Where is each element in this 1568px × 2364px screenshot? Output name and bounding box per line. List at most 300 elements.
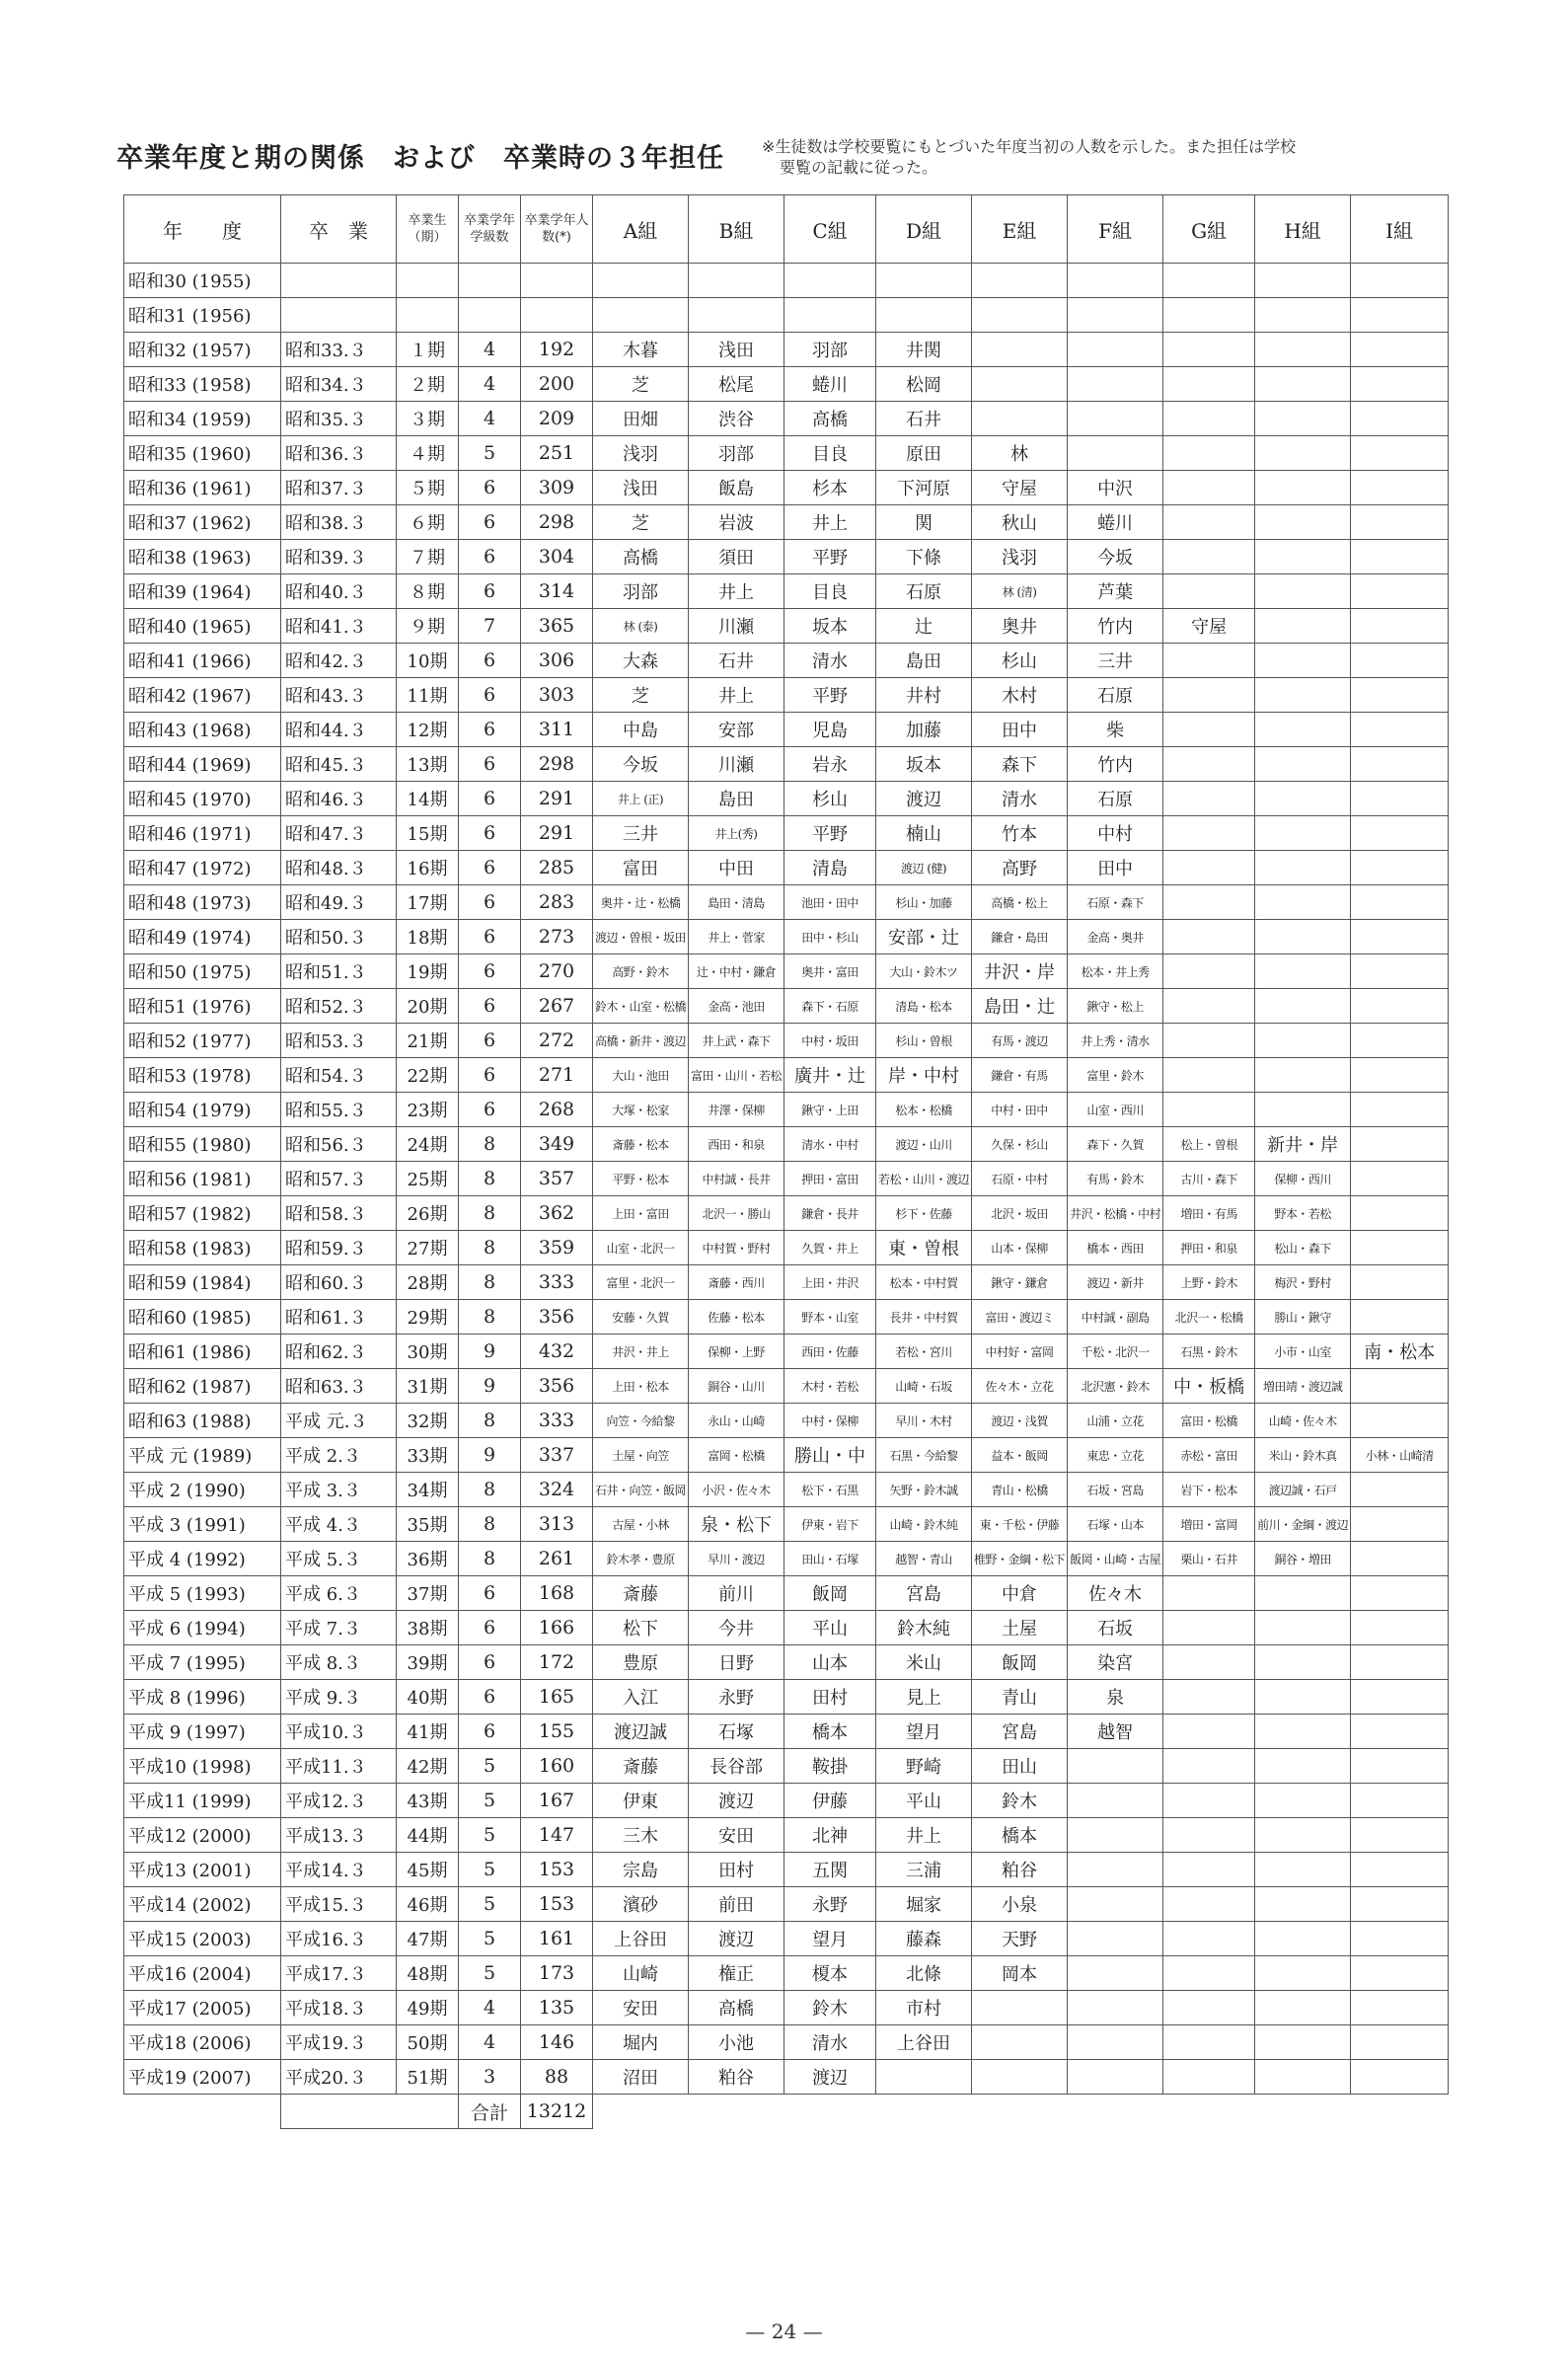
cell-class-f: 染宮 xyxy=(1068,1645,1163,1680)
cell-class-b: 石井 xyxy=(689,644,784,678)
cell-class-b: 須田 xyxy=(689,540,784,574)
cell-class-f: 有馬・鈴木 xyxy=(1068,1162,1163,1196)
cell-graduation: 昭和33.３ xyxy=(281,333,397,367)
cell-graduation: 昭和36.３ xyxy=(281,436,397,471)
cell-class-i xyxy=(1351,782,1449,816)
cell-class-d: 東・曽根 xyxy=(876,1231,972,1265)
cell-class-c: 伊東・岩下 xyxy=(784,1507,876,1542)
cell-class-f: 石原 xyxy=(1068,782,1163,816)
table-row xyxy=(124,747,1449,782)
cell-class-c: 平野 xyxy=(784,816,876,851)
cell-class-e xyxy=(972,367,1068,402)
header-class-a: A組 xyxy=(593,195,689,264)
cell-students: 135 xyxy=(521,1991,593,2025)
cell-class-i xyxy=(1351,264,1449,298)
cell-class-i xyxy=(1351,1404,1449,1438)
cell-class-c: 森下・石原 xyxy=(784,989,876,1024)
table-row xyxy=(124,471,1449,505)
cell-class-f: 金高・奥井 xyxy=(1068,920,1163,954)
cell-class-a: 平野・松本 xyxy=(593,1162,689,1196)
cell-students: 270 xyxy=(521,954,593,989)
cell-class-d: 松岡 xyxy=(876,367,972,402)
cell-term xyxy=(397,264,459,298)
cell-students: 146 xyxy=(521,2025,593,2060)
cell-class-d: 井村 xyxy=(876,678,972,713)
cell-class-e: 小泉 xyxy=(972,1887,1068,1922)
cell-class-e: 飯岡 xyxy=(972,1645,1068,1680)
table-row xyxy=(124,920,1449,954)
cell-classes: 8 xyxy=(459,1196,521,1231)
table-row xyxy=(124,1335,1449,1369)
cell-term: 51期 xyxy=(397,2060,459,2095)
cell-classes: 4 xyxy=(459,333,521,367)
cell-class-a: 斎藤・松本 xyxy=(593,1127,689,1162)
cell-class-i xyxy=(1351,1853,1449,1887)
cell-class-h xyxy=(1255,1715,1351,1749)
cell-class-g xyxy=(1163,1784,1255,1818)
cell-classes xyxy=(459,298,521,333)
cell-class-f: 北沢憲・鈴木 xyxy=(1068,1369,1163,1404)
cell-class-b: 泉・松下 xyxy=(689,1507,784,1542)
cell-students: 166 xyxy=(521,1611,593,1645)
cell-students: 271 xyxy=(521,1058,593,1093)
table-row xyxy=(124,1024,1449,1058)
cell-class-h xyxy=(1255,264,1351,298)
cell-classes xyxy=(459,264,521,298)
cell-year: 昭和52 (1977) xyxy=(124,1024,281,1058)
cell-class-a: 上谷田 xyxy=(593,1922,689,1956)
cell-students: 356 xyxy=(521,1369,593,1404)
table-row xyxy=(124,264,1449,298)
cell-class-c: 飯岡 xyxy=(784,1576,876,1611)
cell-term: ５期 xyxy=(397,471,459,505)
cell-class-a: 上田・富田 xyxy=(593,1196,689,1231)
cell-class-d: 石原 xyxy=(876,574,972,609)
cell-class-d: 山崎・石坂 xyxy=(876,1369,972,1404)
cell-year: 昭和61 (1986) xyxy=(124,1335,281,1369)
cell-year: 昭和44 (1969) xyxy=(124,747,281,782)
cell-graduation: 昭和44.３ xyxy=(281,713,397,747)
cell-term: ９期 xyxy=(397,609,459,644)
cell-students: 200 xyxy=(521,367,593,402)
cell-class-b: 長谷部 xyxy=(689,1749,784,1784)
cell-graduation: 昭和42.３ xyxy=(281,644,397,678)
cell-class-d: 石井 xyxy=(876,402,972,436)
table-row xyxy=(124,1645,1449,1680)
cell-year: 昭和57 (1982) xyxy=(124,1196,281,1231)
cell-class-e: 井沢・岸 xyxy=(972,954,1068,989)
cell-class-i xyxy=(1351,1093,1449,1127)
cell-classes: 6 xyxy=(459,1611,521,1645)
cell-class-d: 松本・松橋 xyxy=(876,1093,972,1127)
cell-class-g: 富田・松橋 xyxy=(1163,1404,1255,1438)
cell-year: 平成13 (2001) xyxy=(124,1853,281,1887)
cell-class-h: 小市・山室 xyxy=(1255,1335,1351,1369)
cell-class-f: 今坂 xyxy=(1068,540,1163,574)
cell-class-i xyxy=(1351,1749,1449,1784)
cell-class-a xyxy=(593,264,689,298)
cell-year: 昭和54 (1979) xyxy=(124,1093,281,1127)
cell-students: 306 xyxy=(521,644,593,678)
cell-graduation: 平成13.３ xyxy=(281,1818,397,1853)
cell-class-e: 椎野・金綱・松下 xyxy=(972,1542,1068,1576)
cell-class-a: 堀内 xyxy=(593,2025,689,2060)
cell-class-i xyxy=(1351,1162,1449,1196)
cell-classes: 6 xyxy=(459,574,521,609)
cell-class-g xyxy=(1163,1922,1255,1956)
cell-class-c: 勝山・中 xyxy=(784,1438,876,1473)
cell-class-f: 森下・久賀 xyxy=(1068,1127,1163,1162)
cell-class-g xyxy=(1163,989,1255,1024)
cell-year: 昭和45 (1970) xyxy=(124,782,281,816)
table-row xyxy=(124,505,1449,540)
cell-class-h xyxy=(1255,505,1351,540)
table-row xyxy=(124,1853,1449,1887)
cell-term: 16期 xyxy=(397,851,459,885)
cell-class-g xyxy=(1163,540,1255,574)
cell-class-a: 豊原 xyxy=(593,1645,689,1680)
cell-students: 285 xyxy=(521,851,593,885)
cell-year: 昭和50 (1975) xyxy=(124,954,281,989)
cell-class-b: 北沢一・勝山 xyxy=(689,1196,784,1231)
cell-class-g: 増田・有馬 xyxy=(1163,1196,1255,1231)
cell-classes: 5 xyxy=(459,1956,521,1991)
cell-class-d: 杉下・佐藤 xyxy=(876,1196,972,1231)
cell-class-g xyxy=(1163,644,1255,678)
cell-classes: 7 xyxy=(459,609,521,644)
cell-graduation: 昭和58.３ xyxy=(281,1196,397,1231)
cell-class-a: 奥井・辻・松橋 xyxy=(593,885,689,920)
cell-class-c: 池田・田中 xyxy=(784,885,876,920)
cell-class-c: 野本・山室 xyxy=(784,1300,876,1335)
cell-class-d: 石黒・今給黎 xyxy=(876,1438,972,1473)
cell-graduation: 昭和45.３ xyxy=(281,747,397,782)
cell-class-e xyxy=(972,2060,1068,2095)
table-row xyxy=(124,333,1449,367)
cell-class-h xyxy=(1255,1576,1351,1611)
cell-class-g: 古川・森下 xyxy=(1163,1162,1255,1196)
cell-class-d: 平山 xyxy=(876,1784,972,1818)
cell-class-d: 井関 xyxy=(876,333,972,367)
cell-students: 337 xyxy=(521,1438,593,1473)
cell-graduation xyxy=(281,298,397,333)
cell-class-i xyxy=(1351,1127,1449,1162)
cell-class-g: 松上・曽根 xyxy=(1163,1127,1255,1162)
cell-students: 303 xyxy=(521,678,593,713)
cell-class-a: 富田 xyxy=(593,851,689,885)
cell-class-h xyxy=(1255,333,1351,367)
cell-term: 25期 xyxy=(397,1162,459,1196)
cell-year: 昭和37 (1962) xyxy=(124,505,281,540)
cell-class-b: 前川 xyxy=(689,1576,784,1611)
cell-class-g: 増田・富岡 xyxy=(1163,1507,1255,1542)
cell-year: 平成11 (1999) xyxy=(124,1784,281,1818)
cell-class-g: 守屋 xyxy=(1163,609,1255,644)
cell-class-a: 芝 xyxy=(593,367,689,402)
footnote-line: ※生徒数は学校要覧にもとづいた年度当初の人数を示した。また担任は学校 xyxy=(762,137,1297,156)
cell-class-a: 芝 xyxy=(593,505,689,540)
cell-class-c: 廣井・辻 xyxy=(784,1058,876,1093)
cell-students: 324 xyxy=(521,1473,593,1507)
cell-class-b xyxy=(689,264,784,298)
cell-class-c: 杉山 xyxy=(784,782,876,816)
cell-term: 34期 xyxy=(397,1473,459,1507)
cell-class-g: 中・板橋 xyxy=(1163,1369,1255,1404)
cell-class-b: 中村誠・長井 xyxy=(689,1162,784,1196)
cell-class-c: 押田・富田 xyxy=(784,1162,876,1196)
table-row xyxy=(124,1404,1449,1438)
cell-term: 20期 xyxy=(397,989,459,1024)
cell-class-b: 永野 xyxy=(689,1680,784,1715)
cell-class-b: 飯島 xyxy=(689,471,784,505)
cell-class-c: 久賀・井上 xyxy=(784,1231,876,1265)
cell-class-a: 鈴木・山室・松橋 xyxy=(593,989,689,1024)
cell-class-e: 橋本 xyxy=(972,1818,1068,1853)
cell-students: 165 xyxy=(521,1680,593,1715)
cell-class-a: 向笠・今給黎 xyxy=(593,1404,689,1438)
cell-students: 304 xyxy=(521,540,593,574)
cell-classes: 4 xyxy=(459,2025,521,2060)
header-class-e: E組 xyxy=(972,195,1068,264)
cell-classes: 6 xyxy=(459,816,521,851)
cell-term: 40期 xyxy=(397,1680,459,1715)
cell-term: 33期 xyxy=(397,1438,459,1473)
cell-class-g xyxy=(1163,1887,1255,1922)
cell-year: 平成 6 (1994) xyxy=(124,1611,281,1645)
cell-classes: 5 xyxy=(459,1922,521,1956)
cell-graduation: 昭和34.３ xyxy=(281,367,397,402)
footnote-line: 要覧の記載に従った。 xyxy=(780,158,938,177)
table-row xyxy=(124,1438,1449,1473)
cell-class-b: 権正 xyxy=(689,1956,784,1991)
cell-class-e: 高橋・松上 xyxy=(972,885,1068,920)
cell-class-c: 榎本 xyxy=(784,1956,876,1991)
cell-class-f: 芦葉 xyxy=(1068,574,1163,609)
cell-class-h xyxy=(1255,298,1351,333)
cell-class-a: 高野・鈴木 xyxy=(593,954,689,989)
cell-class-a: 上田・松本 xyxy=(593,1369,689,1404)
cell-students: 357 xyxy=(521,1162,593,1196)
cell-graduation: 昭和56.３ xyxy=(281,1127,397,1162)
cell-term: 10期 xyxy=(397,644,459,678)
cell-graduation: 平成 9.３ xyxy=(281,1680,397,1715)
cell-term: ７期 xyxy=(397,540,459,574)
cell-class-b: 浅田 xyxy=(689,333,784,367)
cell-class-h xyxy=(1255,1680,1351,1715)
cell-class-i xyxy=(1351,1715,1449,1749)
cell-class-d: 山崎・鈴木純 xyxy=(876,1507,972,1542)
cell-class-f: 橋本・西田 xyxy=(1068,1231,1163,1265)
cell-class-g xyxy=(1163,1645,1255,1680)
cell-term: 42期 xyxy=(397,1749,459,1784)
cell-term: 11期 xyxy=(397,678,459,713)
cell-class-g xyxy=(1163,1058,1255,1093)
cell-year: 昭和59 (1984) xyxy=(124,1265,281,1300)
cell-class-b: 安田 xyxy=(689,1818,784,1853)
cell-class-h xyxy=(1255,747,1351,782)
cell-year: 平成 8 (1996) xyxy=(124,1680,281,1715)
table-row xyxy=(124,1818,1449,1853)
cell-term: 21期 xyxy=(397,1024,459,1058)
cell-graduation: 平成 7.３ xyxy=(281,1611,397,1645)
cell-class-i xyxy=(1351,1680,1449,1715)
cell-class-h: 野本・若松 xyxy=(1255,1196,1351,1231)
cell-class-d: 井上 xyxy=(876,1818,972,1853)
cell-class-d: 矢野・鈴木誠 xyxy=(876,1473,972,1507)
cell-class-e xyxy=(972,333,1068,367)
cell-class-f: 竹内 xyxy=(1068,747,1163,782)
cell-term: 45期 xyxy=(397,1853,459,1887)
cell-class-g xyxy=(1163,471,1255,505)
cell-graduation: 平成18.３ xyxy=(281,1991,397,2025)
header-class-b: B組 xyxy=(689,195,784,264)
cell-class-h xyxy=(1255,782,1351,816)
table-row xyxy=(124,885,1449,920)
cell-year: 平成 9 (1997) xyxy=(124,1715,281,1749)
cell-class-a: 羽部 xyxy=(593,574,689,609)
cell-class-c: 清水 xyxy=(784,2025,876,2060)
cell-class-g xyxy=(1163,782,1255,816)
cell-class-f: 井上秀・清水 xyxy=(1068,1024,1163,1058)
cell-classes: 6 xyxy=(459,989,521,1024)
cell-class-b: 小沢・佐々木 xyxy=(689,1473,784,1507)
cell-graduation: 平成20.３ xyxy=(281,2060,397,2095)
cell-class-d: 若松・宮川 xyxy=(876,1335,972,1369)
cell-class-i xyxy=(1351,1542,1449,1576)
cell-class-i xyxy=(1351,644,1449,678)
cell-year: 平成 5 (1993) xyxy=(124,1576,281,1611)
cell-class-e: 粕谷 xyxy=(972,1853,1068,1887)
cell-classes: 9 xyxy=(459,1335,521,1369)
cell-class-i xyxy=(1351,1611,1449,1645)
header-classes: 卒業学年学級数 xyxy=(459,195,521,264)
cell-class-f: 中村誠・副島 xyxy=(1068,1300,1163,1335)
cell-class-h xyxy=(1255,644,1351,678)
cell-class-a: 今坂 xyxy=(593,747,689,782)
cell-class-e xyxy=(972,264,1068,298)
cell-class-a: 大山・池田 xyxy=(593,1058,689,1093)
cell-class-h xyxy=(1255,1749,1351,1784)
cell-class-a: 高橋 xyxy=(593,540,689,574)
cell-class-b: 羽部 xyxy=(689,436,784,471)
cell-classes: 8 xyxy=(459,1162,521,1196)
cell-class-h xyxy=(1255,989,1351,1024)
cell-class-h xyxy=(1255,954,1351,989)
cell-graduation: 昭和38.３ xyxy=(281,505,397,540)
cell-class-a: 入江 xyxy=(593,1680,689,1715)
cell-term: 41期 xyxy=(397,1715,459,1749)
cell-classes: 8 xyxy=(459,1265,521,1300)
table-row xyxy=(124,574,1449,609)
cell-class-b: 中田 xyxy=(689,851,784,885)
cell-class-h: 米山・鈴木真 xyxy=(1255,1438,1351,1473)
cell-class-c: 西田・佐藤 xyxy=(784,1335,876,1369)
table-row xyxy=(124,1162,1449,1196)
cell-class-d: 下條 xyxy=(876,540,972,574)
cell-class-i xyxy=(1351,609,1449,644)
cell-class-c: 木村・若松 xyxy=(784,1369,876,1404)
cell-class-a: 松下 xyxy=(593,1611,689,1645)
cell-class-e: 宮島 xyxy=(972,1715,1068,1749)
cell-class-e xyxy=(972,402,1068,436)
cell-year: 昭和39 (1964) xyxy=(124,574,281,609)
cell-class-e: 土屋 xyxy=(972,1611,1068,1645)
table-row xyxy=(124,644,1449,678)
cell-year: 昭和58 (1983) xyxy=(124,1231,281,1265)
cell-class-f xyxy=(1068,1887,1163,1922)
cell-class-i xyxy=(1351,1991,1449,2025)
cell-year: 昭和60 (1985) xyxy=(124,1300,281,1335)
cell-class-f: 中村 xyxy=(1068,816,1163,851)
cell-class-d: 大山・鈴木ツ xyxy=(876,954,972,989)
cell-class-c: 平野 xyxy=(784,678,876,713)
cell-class-f xyxy=(1068,1991,1163,2025)
cell-classes: 6 xyxy=(459,747,521,782)
cell-class-d: 杉山・加藤 xyxy=(876,885,972,920)
cell-class-h: 増田靖・渡辺誠 xyxy=(1255,1369,1351,1404)
cell-class-c: 岩永 xyxy=(784,747,876,782)
cell-term: 15期 xyxy=(397,816,459,851)
cell-class-f: 千松・北沢一 xyxy=(1068,1335,1163,1369)
cell-term: 26期 xyxy=(397,1196,459,1231)
cell-year: 昭和41 (1966) xyxy=(124,644,281,678)
cell-class-a: 浅羽 xyxy=(593,436,689,471)
cell-year: 平成15 (2003) xyxy=(124,1922,281,1956)
cell-students: 267 xyxy=(521,989,593,1024)
cell-class-b: 小池 xyxy=(689,2025,784,2060)
cell-classes: 5 xyxy=(459,1853,521,1887)
cell-class-b: 銅谷・山川 xyxy=(689,1369,784,1404)
cell-class-h xyxy=(1255,816,1351,851)
cell-class-c: 五関 xyxy=(784,1853,876,1887)
cell-graduation: 昭和60.３ xyxy=(281,1265,397,1300)
cell-class-g xyxy=(1163,333,1255,367)
cell-classes: 8 xyxy=(459,1404,521,1438)
cell-class-c: 鞍掛 xyxy=(784,1749,876,1784)
cell-class-e xyxy=(972,2025,1068,2060)
cell-class-a: 渡辺誠 xyxy=(593,1715,689,1749)
cell-students: 153 xyxy=(521,1853,593,1887)
cell-class-f: 石原・森下 xyxy=(1068,885,1163,920)
cell-class-d: 宮島 xyxy=(876,1576,972,1611)
cell-classes: 8 xyxy=(459,1507,521,1542)
table-row xyxy=(124,1231,1449,1265)
cell-graduation: 平成17.３ xyxy=(281,1956,397,1991)
cell-class-f xyxy=(1068,298,1163,333)
cell-class-i xyxy=(1351,1922,1449,1956)
cell-classes: 4 xyxy=(459,1991,521,2025)
cell-class-c: 目良 xyxy=(784,574,876,609)
cell-classes: 9 xyxy=(459,1438,521,1473)
cell-class-c: 渡辺 xyxy=(784,2060,876,2095)
cell-class-a: 大塚・松家 xyxy=(593,1093,689,1127)
cell-class-c: 中村・坂田 xyxy=(784,1024,876,1058)
header-class-f: F組 xyxy=(1068,195,1163,264)
cell-class-c: 鍬守・上田 xyxy=(784,1093,876,1127)
cell-class-c: 井上 xyxy=(784,505,876,540)
cell-class-h xyxy=(1255,574,1351,609)
cell-term: ８期 xyxy=(397,574,459,609)
cell-class-g xyxy=(1163,1853,1255,1887)
cell-term: 18期 xyxy=(397,920,459,954)
table-row xyxy=(124,540,1449,574)
cell-class-g xyxy=(1163,402,1255,436)
cell-class-h: 新井・岸 xyxy=(1255,1127,1351,1162)
cell-class-a: 宗島 xyxy=(593,1853,689,1887)
table-row xyxy=(124,1265,1449,1300)
cell-classes: 6 xyxy=(459,678,521,713)
cell-class-e: 鎌倉・有馬 xyxy=(972,1058,1068,1093)
